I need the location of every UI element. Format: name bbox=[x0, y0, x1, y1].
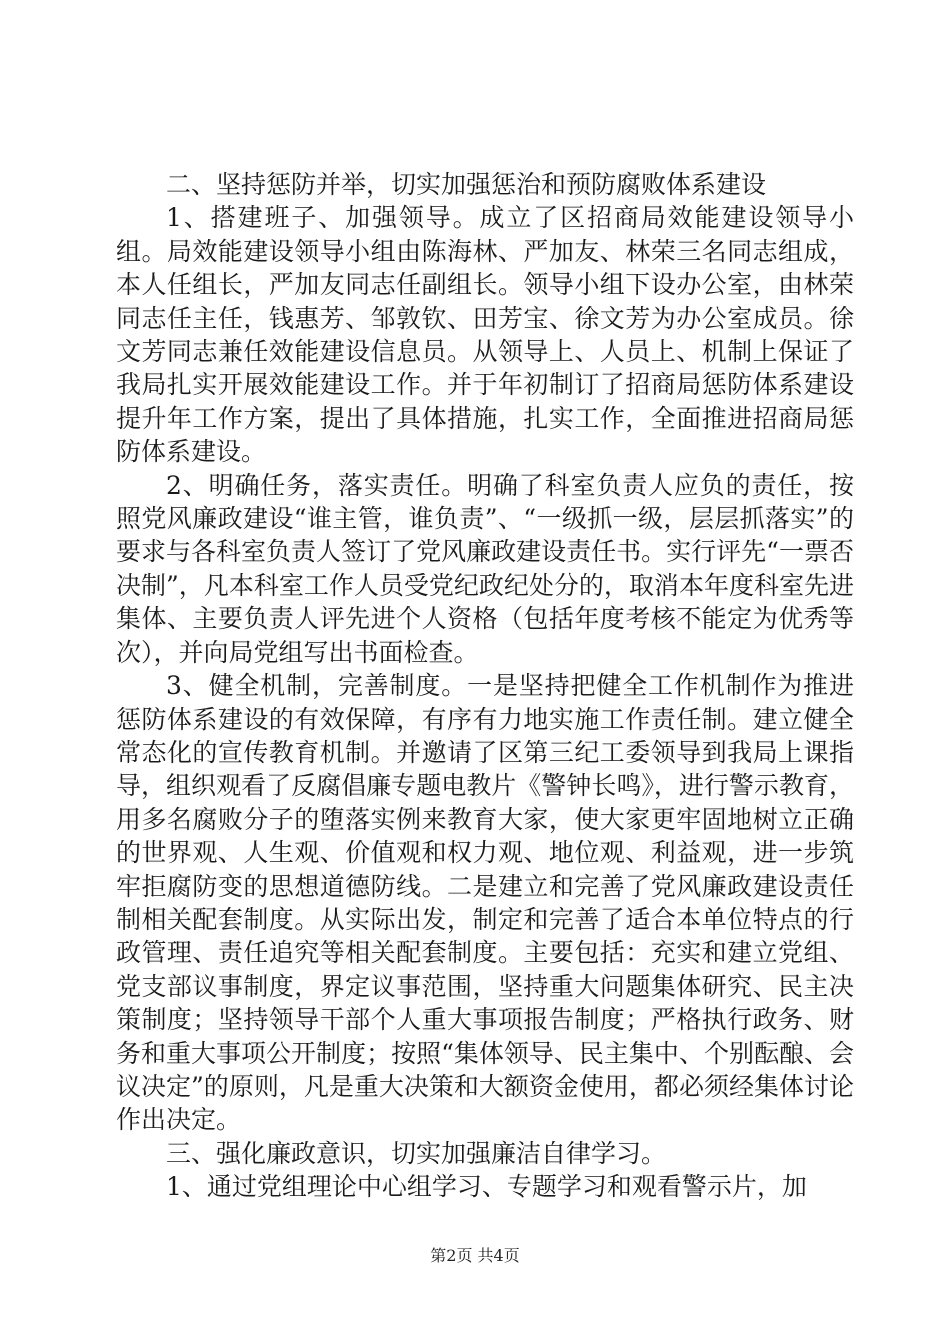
paragraph-2-3: 3、健全机制，完善制度。一是坚持把健全工作机制作为推进惩防体系建设的有效保障，有序有力地实施工作责任制。建立健全常态化的宣传教育机制。并邀请了区第三纪工委领导到我局上课指导，组织观看了反腐倡廉专题电教片《警钟长鸣》，进行警示教育，用多名腐败分子的堕落实例来教育大家，使大家更牢固地树立正确的世界观、人生观、价值观和权力观、地位观、利益观，进一步筑牢拒腐防变的思想道德防线。二是建立和完善了党风廉政建设责任制相关配套制度。从实际出发，制定和完善了适合本单位特点的行政管理、责任追究等相关配套制度。主要包括：充实和建立党组、党支部议事制度，界定议事范围，坚持重大问题集体研究、民主决策制度；坚持领导干部个人重大事项报告制度；严格执行政务、财务和重大事项公开制度；按照“集体领导、民主集中、个别酝酿、会议决定”的原则，凡是重大决策和大额资金使用，都必须经集体讨论作出决定。 bbox=[116, 671, 854, 1135]
section-heading-2: 二、坚持惩防并举，切实加强惩治和预防腐败体系建设 bbox=[166, 170, 767, 199]
document-body bbox=[116, 168, 854, 1204]
paragraph-2-1: 1、搭建班子、加强领导。成立了区招商局效能建设领导小组。局效能建设领导小组由陈海林、严加友、林荣三名同志组成，本人任组长，严加友同志任副组长。领导小组下设办公室，由林荣同志任主任，钱惠芳、邹敦钦、田芳宝、徐文芳为办公室成员。徐文芳同志兼任效能建设信息员。从领导上、人员上、机制上保证了我局扎实开展效能建设工作。并于年初制订了招商局惩防体系建设提升年工作方案，提出了具体措施，扎实工作，全面推进招商局惩防体系建设。 bbox=[116, 203, 854, 467]
section-heading-3: 三、强化廉政意识，切实加强廉洁自律学习。 bbox=[166, 1138, 667, 1168]
page-footer: 第2页 共4页 bbox=[430, 1246, 520, 1265]
paragraph-2-2: 2、明确任务，落实责任。明确了科室负责人应负的责任，按照党风廉政建设“谁主管，谁负责”、“一级抓一级，层层抓落实”的要求与各科室负责人签订了党风廉政建设责任书。实行评先“一票否决制”，凡本科室工作人员受党纪政纪处分的，取消本年度科室先进集体、主要负责人评先进个人资格（包括年度考核不能定为优秀等次），并向局党组写出书面检查。 bbox=[116, 470, 854, 667]
paragraph-3-1: 1、通过党组理论中心组学习、专题学习和观看警示片，加 bbox=[166, 1172, 807, 1202]
